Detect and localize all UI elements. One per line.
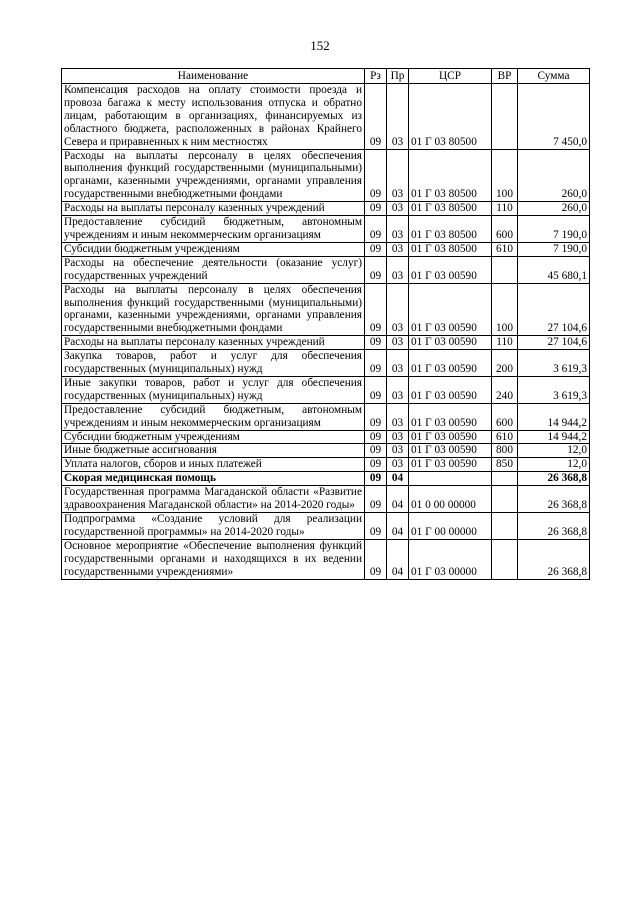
cell-vr: 240 [492,376,518,403]
cell-name: Расходы на выплаты персоналу в целях обеспечения выполнения функций государственными (муниципальными) органами, казенными учреждениями, органами управления государственными внебюджетными фондами [62,283,365,336]
cell-vr: 110 [492,202,518,216]
cell-csr: 01 Г 03 80500 [409,242,492,256]
cell-rz: 09 [365,472,387,486]
cell-csr: 01 Г 03 00000 [409,539,492,579]
cell-sum: 45 680,1 [518,256,590,283]
table-row [62,458,590,472]
table-row [62,149,590,202]
table-row [62,444,590,458]
table-row [62,472,590,486]
header-csr: ЦСР [409,69,492,84]
table-row [62,84,590,150]
cell-vr: 850 [492,458,518,472]
cell-name: Предоставление субсидий бюджетным, автономным учреждениям и иным некоммерческим организациям [62,403,365,430]
cell-sum: 12,0 [518,444,590,458]
cell-name: Субсидии бюджетным учреждениям [62,430,365,444]
cell-vr: 610 [492,242,518,256]
cell-vr: 600 [492,403,518,430]
cell-vr: 100 [492,149,518,202]
cell-csr: 01 Г 03 00590 [409,336,492,350]
cell-csr: 01 Г 03 80500 [409,84,492,150]
cell-name: Субсидии бюджетным учреждениям [62,242,365,256]
table-row [62,336,590,350]
cell-csr: 01 Г 03 00590 [409,444,492,458]
cell-vr [492,472,518,486]
cell-vr [492,539,518,579]
cell-name: Компенсация расходов на оплату стоимости проезда и провоза багажа к месту использования отпуска и обратно лицам, работающим в организациях, финансируемых из областного бюджета, расположенных в районах Крайнего Севера и приравненных к ним местностях [62,84,365,150]
cell-rz: 09 [365,376,387,403]
cell-sum: 14 944,2 [518,430,590,444]
cell-rz: 09 [365,202,387,216]
cell-name: Основное мероприятие «Обеспечение выполнения функций государственными органами и находящихся в их ведении государственными учреждениями» [62,539,365,579]
table-row [62,376,590,403]
cell-pr: 03 [387,403,409,430]
cell-rz: 09 [365,444,387,458]
cell-sum: 12,0 [518,458,590,472]
cell-name: Расходы на выплаты персоналу казенных учреждений [62,202,365,216]
budget-table [61,68,590,580]
cell-vr: 200 [492,350,518,377]
cell-name: Расходы на выплаты персоналу казенных учреждений [62,336,365,350]
cell-vr: 600 [492,216,518,243]
cell-csr: 01 Г 03 00590 [409,403,492,430]
cell-csr: 01 Г 00 00000 [409,513,492,540]
table-row [62,430,590,444]
cell-sum: 26 368,8 [518,472,590,486]
cell-csr: 01 Г 03 00590 [409,376,492,403]
cell-name: Предоставление субсидий бюджетным, автономным учреждениям и иным некоммерческим организациям [62,216,365,243]
cell-rz: 09 [365,350,387,377]
cell-sum: 26 368,8 [518,539,590,579]
cell-name: Расходы на выплаты персоналу в целях обеспечения выполнения функций государственными (муниципальными) органами, казенными учреждениями, органами управления государственными внебюджетными фондами [62,149,365,202]
cell-csr [409,472,492,486]
table-row [62,486,590,513]
cell-pr: 03 [387,84,409,150]
cell-pr: 04 [387,472,409,486]
cell-name: Подпрограмма «Создание условий для реализации государственной программы» на 2014-2020 годы» [62,513,365,540]
cell-sum: 3 619,3 [518,350,590,377]
table-row [62,513,590,540]
cell-rz: 09 [365,216,387,243]
cell-rz: 09 [365,403,387,430]
cell-pr: 04 [387,486,409,513]
cell-rz: 09 [365,336,387,350]
cell-csr: 01 0 00 00000 [409,486,492,513]
cell-pr: 04 [387,539,409,579]
cell-name: Расходы на обеспечение деятельности (оказание услуг) государственных учреждений [62,256,365,283]
cell-vr [492,256,518,283]
cell-rz: 09 [365,458,387,472]
cell-name: Скорая медицинская помощь [62,472,365,486]
table-header-row [62,69,590,84]
cell-rz: 09 [365,486,387,513]
cell-pr: 03 [387,242,409,256]
cell-vr [492,84,518,150]
cell-name: Закупка товаров, работ и услуг для обеспечения государственных (муниципальных) нужд [62,350,365,377]
cell-name: Иные бюджетные ассигнования [62,444,365,458]
cell-csr: 01 Г 03 00590 [409,458,492,472]
table-row [62,256,590,283]
cell-rz: 09 [365,539,387,579]
cell-name: Уплата налогов, сборов и иных платежей [62,458,365,472]
cell-rz: 09 [365,256,387,283]
cell-rz: 09 [365,149,387,202]
header-rz: Рз [365,69,387,84]
header-vr: ВР [492,69,518,84]
header-pr: Пр [387,69,409,84]
cell-csr: 01 Г 03 00590 [409,430,492,444]
cell-pr: 03 [387,149,409,202]
cell-vr [492,486,518,513]
header-sum: Сумма [518,69,590,84]
cell-pr: 03 [387,336,409,350]
table-row [62,202,590,216]
cell-rz: 09 [365,513,387,540]
cell-csr: 01 Г 03 80500 [409,216,492,243]
cell-rz: 09 [365,84,387,150]
cell-sum: 3 619,3 [518,376,590,403]
cell-pr: 03 [387,202,409,216]
table-row [62,283,590,336]
cell-sum: 7 190,0 [518,242,590,256]
cell-vr: 100 [492,283,518,336]
cell-vr: 610 [492,430,518,444]
cell-csr: 01 Г 03 00590 [409,283,492,336]
table-row [62,350,590,377]
header-name: Наименование [62,69,365,84]
cell-pr: 03 [387,376,409,403]
cell-vr [492,513,518,540]
cell-name: Государственная программа Магаданской области «Развитие здравоохранения Магаданской области» на 2014-2020 годы» [62,486,365,513]
cell-vr: 110 [492,336,518,350]
cell-csr: 01 Г 03 80500 [409,202,492,216]
table-row [62,403,590,430]
cell-sum: 14 944,2 [518,403,590,430]
cell-pr: 03 [387,256,409,283]
table-row [62,539,590,579]
cell-pr: 03 [387,444,409,458]
table-row [62,216,590,243]
cell-sum: 260,0 [518,202,590,216]
cell-pr: 03 [387,350,409,377]
cell-pr: 04 [387,513,409,540]
cell-sum: 7 190,0 [518,216,590,243]
cell-sum: 260,0 [518,149,590,202]
cell-csr: 01 Г 03 00590 [409,350,492,377]
cell-name: Иные закупки товаров, работ и услуг для обеспечения государственных (муниципальных) нужд [62,376,365,403]
cell-sum: 26 368,8 [518,486,590,513]
cell-rz: 09 [365,242,387,256]
cell-sum: 26 368,8 [518,513,590,540]
cell-csr: 01 Г 03 00590 [409,256,492,283]
cell-pr: 03 [387,458,409,472]
cell-rz: 09 [365,283,387,336]
cell-vr: 800 [492,444,518,458]
page-number: 152 [310,38,330,53]
cell-pr: 03 [387,283,409,336]
table-row [62,242,590,256]
cell-pr: 03 [387,430,409,444]
cell-pr: 03 [387,216,409,243]
cell-sum: 27 104,6 [518,283,590,336]
cell-csr: 01 Г 03 80500 [409,149,492,202]
cell-rz: 09 [365,430,387,444]
cell-sum: 27 104,6 [518,336,590,350]
cell-sum: 7 450,0 [518,84,590,150]
